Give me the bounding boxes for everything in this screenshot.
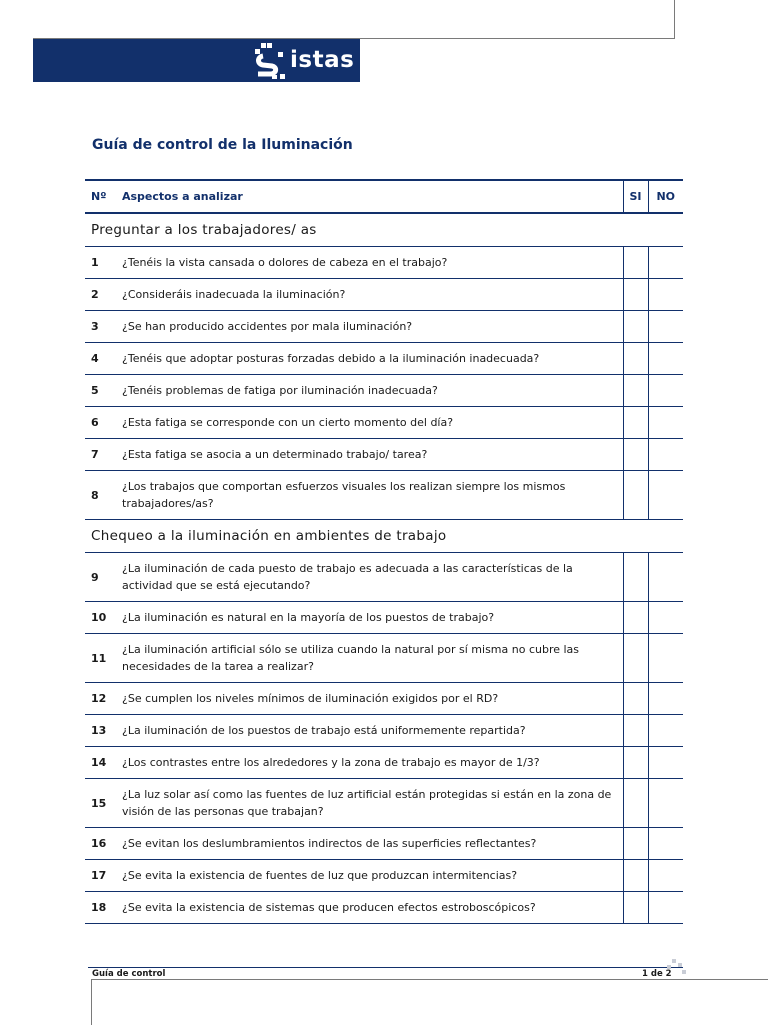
item-question: ¿La iluminación de cada puesto de trabajo es adecuada a las características de la actividad que se está ejecutando?	[115, 553, 623, 602]
table-row	[85, 553, 683, 602]
no-checkbox[interactable]	[648, 311, 683, 343]
item-question: ¿Esta fatiga se corresponde con un cierto momento del día?	[115, 407, 623, 439]
item-question: ¿Tenéis problemas de fatiga por iluminación inadecuada?	[115, 375, 623, 407]
no-checkbox[interactable]	[648, 279, 683, 311]
item-question: ¿Tenéis que adoptar posturas forzadas debido a la iluminación inadecuada?	[115, 343, 623, 375]
no-checkbox[interactable]	[648, 634, 683, 683]
section-title: Chequeo a la iluminación en ambientes de trabajo	[85, 520, 683, 553]
yes-checkbox[interactable]	[623, 553, 648, 602]
footer-page-number: 1 de 2	[642, 969, 672, 979]
item-number: 9	[85, 553, 115, 602]
item-question: ¿La luz solar así como las fuentes de luz artificial están protegidas si están en la zona de visión de las personas que trabajan?	[115, 779, 623, 828]
no-checkbox[interactable]	[648, 343, 683, 375]
no-checkbox[interactable]	[648, 553, 683, 602]
item-question: ¿Esta fatiga se asocia a un determinado trabajo/ tarea?	[115, 439, 623, 471]
no-checkbox[interactable]	[648, 683, 683, 715]
header-no: NO	[648, 180, 683, 213]
item-number: 4	[85, 343, 115, 375]
no-checkbox[interactable]	[648, 860, 683, 892]
yes-checkbox[interactable]	[623, 602, 648, 634]
item-number: 2	[85, 279, 115, 311]
item-number: 8	[85, 471, 115, 520]
no-checkbox[interactable]	[648, 828, 683, 860]
section-row	[85, 520, 683, 553]
page-title: Guía de control de la Iluminación	[92, 137, 353, 153]
table-row	[85, 779, 683, 828]
item-number: 6	[85, 407, 115, 439]
istas-logo	[254, 40, 354, 82]
yes-checkbox[interactable]	[623, 747, 648, 779]
yes-checkbox[interactable]	[623, 247, 648, 279]
header-aspect: Aspectos a analizar	[115, 180, 623, 213]
no-checkbox[interactable]	[648, 471, 683, 520]
item-number: 15	[85, 779, 115, 828]
yes-checkbox[interactable]	[623, 311, 648, 343]
page-frame-bottom	[91, 979, 768, 1025]
table-row	[85, 683, 683, 715]
item-number: 12	[85, 683, 115, 715]
yes-checkbox[interactable]	[623, 892, 648, 924]
item-question: ¿Se evitan los deslumbramientos indirectos de las superficies reflectantes?	[115, 828, 623, 860]
item-question: ¿La iluminación es natural en la mayoría de los puestos de trabajo?	[115, 602, 623, 634]
table-row	[85, 279, 683, 311]
item-number: 18	[85, 892, 115, 924]
yes-checkbox[interactable]	[623, 634, 648, 683]
yes-checkbox[interactable]	[623, 343, 648, 375]
no-checkbox[interactable]	[648, 439, 683, 471]
table-row	[85, 439, 683, 471]
item-number: 7	[85, 439, 115, 471]
table-row	[85, 343, 683, 375]
yes-checkbox[interactable]	[623, 715, 648, 747]
no-checkbox[interactable]	[648, 375, 683, 407]
item-question: ¿La iluminación de los puestos de trabajo está uniformemente repartida?	[115, 715, 623, 747]
yes-checkbox[interactable]	[623, 860, 648, 892]
table-header-row	[85, 180, 683, 213]
item-question: ¿Tenéis la vista cansada o dolores de cabeza en el trabajo?	[115, 247, 623, 279]
yes-checkbox[interactable]	[623, 279, 648, 311]
table-row	[85, 471, 683, 520]
no-checkbox[interactable]	[648, 779, 683, 828]
footer-divider	[88, 967, 683, 968]
table-row	[85, 892, 683, 924]
yes-checkbox[interactable]	[623, 779, 648, 828]
item-number: 14	[85, 747, 115, 779]
item-question: ¿Consideráis inadecuada la iluminación?	[115, 279, 623, 311]
item-number: 13	[85, 715, 115, 747]
yes-checkbox[interactable]	[623, 471, 648, 520]
item-number: 5	[85, 375, 115, 407]
no-checkbox[interactable]	[648, 602, 683, 634]
item-number: 1	[85, 247, 115, 279]
item-question: ¿Se han producido accidentes por mala iluminación?	[115, 311, 623, 343]
item-question: ¿Los trabajos que comportan esfuerzos visuales los realizan siempre los mismos trabajadores/as?	[115, 471, 623, 520]
no-checkbox[interactable]	[648, 715, 683, 747]
yes-checkbox[interactable]	[623, 439, 648, 471]
table-row	[85, 407, 683, 439]
table-row	[85, 602, 683, 634]
item-question: ¿Se evita la existencia de sistemas que producen efectos estroboscópicos?	[115, 892, 623, 924]
item-question: ¿Se evita la existencia de fuentes de luz que produzcan intermitencias?	[115, 860, 623, 892]
item-question: ¿La iluminación artificial sólo se utiliza cuando la natural por sí misma no cubre las necesidades de la tarea a realizar?	[115, 634, 623, 683]
item-number: 16	[85, 828, 115, 860]
header-number: Nº	[85, 180, 115, 213]
dots-mark-icon	[664, 958, 688, 978]
item-question: ¿Los contrastes entre los alrededores y la zona de trabajo es mayor de 1/3?	[115, 747, 623, 779]
table-row	[85, 247, 683, 279]
item-number: 10	[85, 602, 115, 634]
table-row	[85, 828, 683, 860]
table-row	[85, 311, 683, 343]
table-row	[85, 715, 683, 747]
no-checkbox[interactable]	[648, 407, 683, 439]
item-question: ¿Se cumplen los niveles mínimos de iluminación exigidos por el RD?	[115, 683, 623, 715]
checklist-table	[85, 179, 683, 924]
yes-checkbox[interactable]	[623, 683, 648, 715]
item-number: 3	[85, 311, 115, 343]
logo-text: istas	[290, 47, 355, 73]
header-yes: SI	[623, 180, 648, 213]
table-row	[85, 860, 683, 892]
footer-document-label: Guía de control	[92, 969, 166, 979]
yes-checkbox[interactable]	[623, 828, 648, 860]
istas-logo-icon	[254, 42, 288, 80]
section-row	[85, 213, 683, 247]
table-row	[85, 375, 683, 407]
no-checkbox[interactable]	[648, 247, 683, 279]
page-frame-top	[33, 0, 675, 39]
table-row	[85, 747, 683, 779]
no-checkbox[interactable]	[648, 747, 683, 779]
item-number: 17	[85, 860, 115, 892]
yes-checkbox[interactable]	[623, 375, 648, 407]
table-row	[85, 634, 683, 683]
no-checkbox[interactable]	[648, 892, 683, 924]
yes-checkbox[interactable]	[623, 407, 648, 439]
item-number: 11	[85, 634, 115, 683]
section-title: Preguntar a los trabajadores/ as	[85, 213, 683, 247]
